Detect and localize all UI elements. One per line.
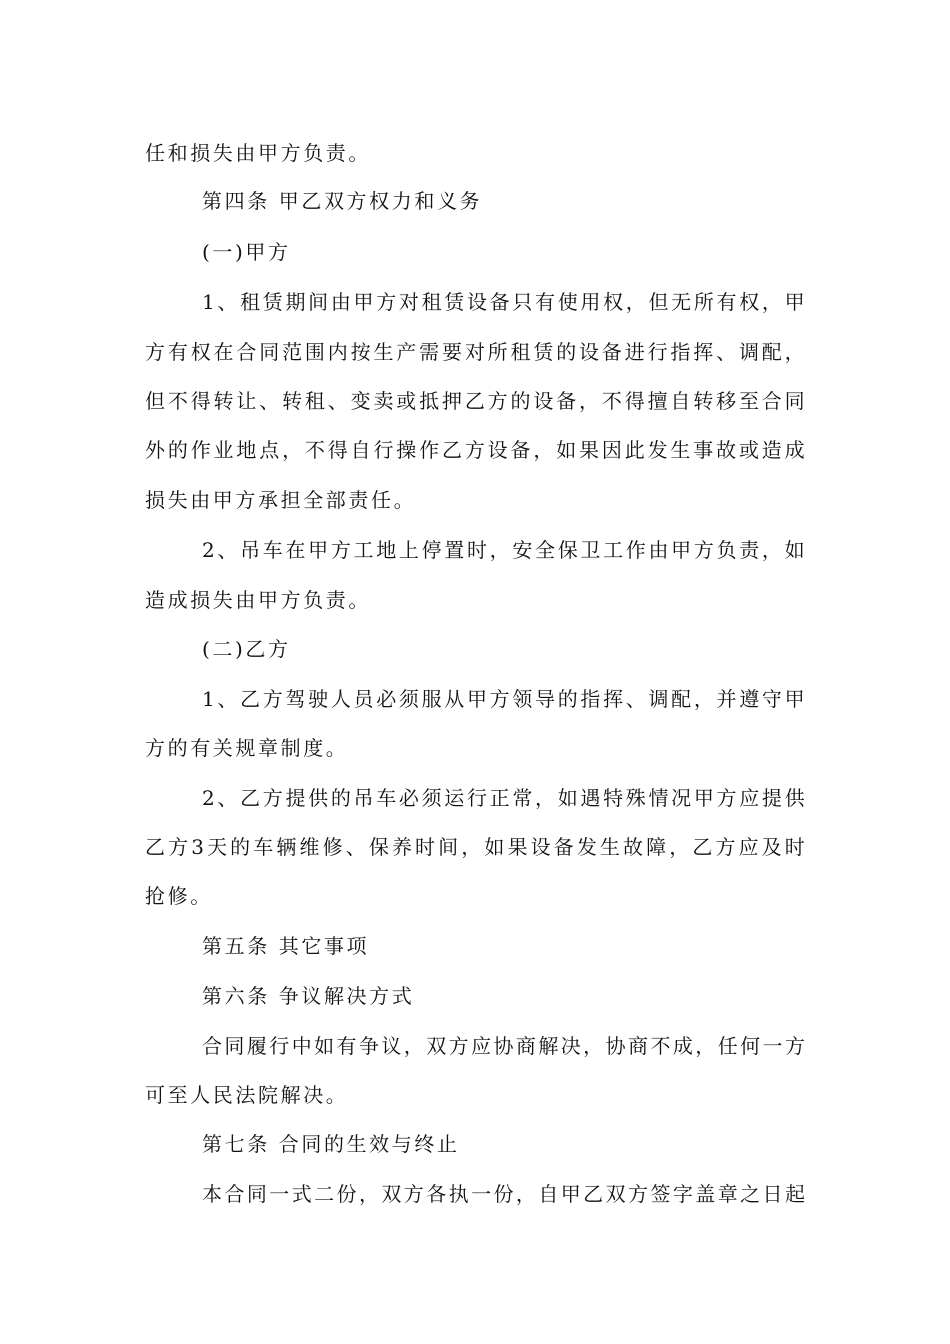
article-7-heading: 第七条 合同的生效与终止 — [202, 1132, 460, 1156]
text-line: 方 有 权 在 合 同 范 围 内 按 生 产 需 要 对 所 租 赁 的 设 备 进 行 指 挥 、 调 配 ， — [145, 340, 805, 364]
party-a-heading: (一)甲方 — [202, 240, 291, 264]
text-line: 可至人民法院解决。 — [145, 1083, 349, 1107]
article-6-heading: 第六条 争议解决方式 — [202, 984, 415, 1008]
text-line: 造成损失由甲方负责。 — [145, 588, 371, 612]
article-4-heading: 第四条 甲乙双方权力和义务 — [202, 189, 483, 213]
text-line: 抢修。 — [145, 884, 213, 908]
text-line: 但 不 得 转 让 、 转 租 、 变 卖 或 抵 押 乙 方 的 设 备 ， 不 得 擅 自 转 移 至 合 同 — [145, 389, 805, 413]
text-line: 合 同 履 行 中 如 有 争 议 ， 双 方 应 协 商 解 决 ， 协 商 不 成 ， 任 何 一 方 — [202, 1034, 805, 1058]
text-line: 任和损失由甲方负责。 — [145, 141, 371, 165]
text-line: 1 、 乙 方 驾 驶 人 员 必 须 服 从 甲 方 领 导 的 指 挥 、 调 配 ， 并 遵 守 甲 — [202, 687, 805, 711]
text-line: 方的有关规章制度。 — [145, 736, 349, 760]
text-line: 2 、 吊 车 在 甲 方 工 地 上 停 置 时 ， 安 全 保 卫 工 作 由 甲 方 负 责 ， 如 — [202, 538, 805, 562]
text-line: 本 合 同 一 式 二 份 ， 双 方 各 执 一 份 ， 自 甲 乙 双 方 签 字 盖 章 之 日 起 — [202, 1182, 805, 1206]
text-line: 损失由甲方承担全部责任。 — [145, 488, 417, 512]
party-b-heading: (二)乙方 — [202, 637, 291, 661]
article-5-heading: 第五条 其它事项 — [202, 934, 370, 958]
text-line: 外 的 作 业 地 点 ， 不 得 自 行 操 作 乙 方 设 备 ， 如 果 因 此 发 生 事 故 或 造 成 — [145, 438, 805, 462]
text-line: 乙 方 3 天 的 车 辆 维 修 、 保 养 时 间 ， 如 果 设 备 发 生 故 障 ， 乙 方 应 及 时 — [145, 835, 805, 859]
text-line: 1 、 租 赁 期 间 由 甲 方 对 租 赁 设 备 只 有 使 用 权 ， 但 无 所 有 权 ， 甲 — [202, 290, 805, 314]
text-line: 2 、 乙 方 提 供 的 吊 车 必 须 运 行 正 常 ， 如 遇 特 殊 情 况 甲 方 应 提 供 — [202, 786, 805, 810]
